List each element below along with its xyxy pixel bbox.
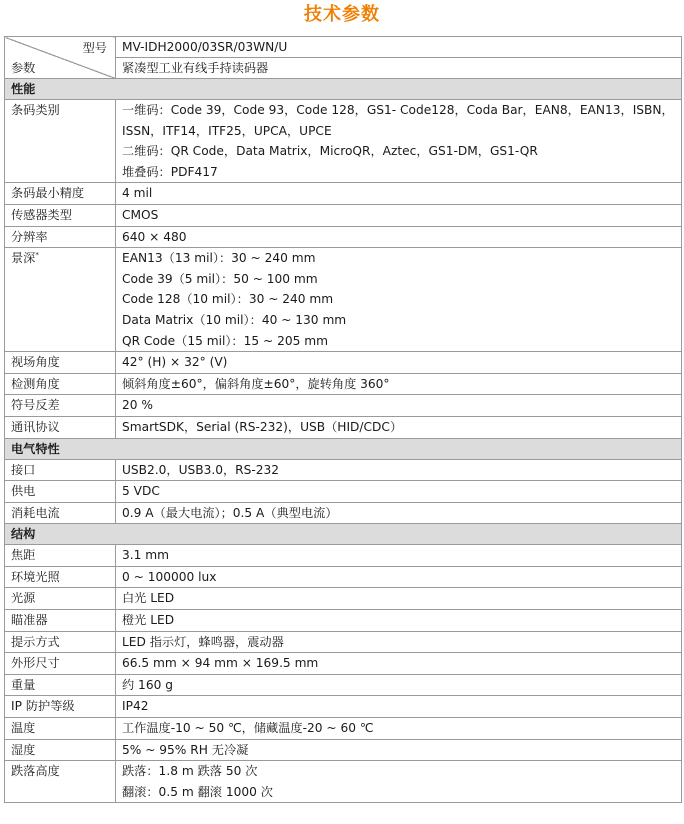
row-label: 瞄准器 xyxy=(5,610,116,632)
table-row xyxy=(5,459,682,481)
row-value: IP42 xyxy=(116,696,682,718)
row-label: 光源 xyxy=(5,588,116,610)
table-row xyxy=(5,566,682,588)
row-value: 5% ~ 95% RH 无冷凝 xyxy=(116,739,682,761)
table-row xyxy=(5,696,682,718)
row-value: 0.9 A（最大电流）；0.5 A（典型电流） xyxy=(116,502,682,524)
row-value: 3.1 mm xyxy=(116,545,682,567)
row-label: 条码最小精度 xyxy=(5,183,116,205)
row-value-line: 一维码：Code 39，Code 93，Code 128，GS1- Code128，Coda Bar，EAN8，EAN13，ISBN， xyxy=(122,103,674,117)
table-row xyxy=(5,631,682,653)
param-label: 参数 xyxy=(11,61,36,75)
row-value-line: 二维码：QR Code，Data Matrix，MicroQR，Aztec，GS1-DM，GS1-QR xyxy=(122,144,538,159)
row-value: 42° (H) × 32° (V) xyxy=(116,352,682,374)
section-structure xyxy=(5,524,682,545)
row-label: 跌落高度 xyxy=(5,761,116,803)
row-value: 工作温度-10 ~ 50 ℃，储藏温度-20 ~ 60 ℃ xyxy=(116,718,682,740)
row-label: 温度 xyxy=(5,718,116,740)
section-title: 结构 xyxy=(5,524,682,545)
table-row xyxy=(5,352,682,374)
table-row xyxy=(5,204,682,226)
row-value: LED 指示灯，蜂鸣器，震动器 xyxy=(116,631,682,653)
row-label: 条码类别 xyxy=(5,100,116,183)
header-value-cell xyxy=(116,37,682,79)
row-label: 接口 xyxy=(5,459,116,481)
row-label: 消耗电流 xyxy=(5,502,116,524)
footnote-mark: * xyxy=(35,251,39,260)
row-label xyxy=(5,248,116,352)
table-row xyxy=(5,545,682,567)
row-value xyxy=(116,100,682,183)
row-label: 视场角度 xyxy=(5,352,116,374)
row-value-line: EAN13（13 mil）：30 ~ 240 mm xyxy=(122,251,316,266)
row-value-line: ISSN，ITF14，ITF25，UPCA，UPCE xyxy=(122,123,332,138)
row-label: 湿度 xyxy=(5,739,116,761)
row-value: 5 VDC xyxy=(116,481,682,503)
header-diagonal-cell xyxy=(5,37,116,79)
row-value: 倾斜角度±60°，偏斜角度±60°，旋转角度 360° xyxy=(116,373,682,395)
row-label: 传感器类型 xyxy=(5,204,116,226)
model-description: 紧凑型工业有线手持读码器 xyxy=(122,61,269,75)
row-value: CMOS xyxy=(116,204,682,226)
row-value: SmartSDK，Serial (RS-232)，USB（HID/CDC） xyxy=(116,416,682,438)
section-title: 性能 xyxy=(5,79,682,100)
row-label: 分辨率 xyxy=(5,226,116,248)
row-label: 重量 xyxy=(5,674,116,696)
row-value: 约 160 g xyxy=(116,674,682,696)
row-label: 通讯协议 xyxy=(5,416,116,438)
row-value: 0 ~ 100000 lux xyxy=(116,566,682,588)
row-label: 提示方式 xyxy=(5,631,116,653)
table-row xyxy=(5,416,682,438)
table-row xyxy=(5,226,682,248)
page-title: 技术参数 xyxy=(304,4,380,25)
section-performance xyxy=(5,79,682,100)
row-value-line: Code 128（10 mil）：30 ~ 240 mm xyxy=(122,292,334,307)
row-value: USB2.0，USB3.0，RS-232 xyxy=(116,459,682,481)
row-value: 橙光 LED xyxy=(116,610,682,632)
row-value: 640 × 480 xyxy=(116,226,682,248)
table-row xyxy=(5,761,682,803)
table-header-row xyxy=(5,37,682,79)
table-row xyxy=(5,588,682,610)
row-value xyxy=(116,761,682,803)
row-label: 环境光照 xyxy=(5,566,116,588)
model-value: MV-IDH2000/03SR/03WN/U xyxy=(116,37,681,58)
section-title: 电气特性 xyxy=(5,438,682,459)
table-row xyxy=(5,718,682,740)
table-row xyxy=(5,395,682,417)
row-label: 外形尺寸 xyxy=(5,653,116,675)
row-value: 白光 LED xyxy=(116,588,682,610)
table-row xyxy=(5,183,682,205)
row-value: 4 mil xyxy=(116,183,682,205)
table-row xyxy=(5,248,682,352)
spec-table xyxy=(4,36,682,803)
table-row xyxy=(5,674,682,696)
row-value-line: 堆叠码：PDF417 xyxy=(122,164,218,179)
table-row xyxy=(5,481,682,503)
section-electrical xyxy=(5,438,682,459)
row-label: 焦距 xyxy=(5,545,116,567)
table-row xyxy=(5,502,682,524)
table-row xyxy=(5,100,682,183)
row-value-line: QR Code（15 mil）：15 ~ 205 mm xyxy=(122,333,328,348)
table-row xyxy=(5,373,682,395)
table-row xyxy=(5,653,682,675)
row-value-line: Code 39（5 mil）：50 ~ 100 mm xyxy=(122,271,318,286)
row-value-line: 翻滚：0.5 m 翻滚 1000 次 xyxy=(122,784,273,799)
dof-label: 景深 xyxy=(11,251,36,266)
row-label: 检测角度 xyxy=(5,373,116,395)
row-value: 20 % xyxy=(116,395,682,417)
row-label: IP 防护等级 xyxy=(5,696,116,718)
model-label: 型号 xyxy=(82,41,107,55)
row-label: 符号反差 xyxy=(5,395,116,417)
row-value: 66.5 mm × 94 mm × 169.5 mm xyxy=(116,653,682,675)
table-row xyxy=(5,610,682,632)
table-row xyxy=(5,739,682,761)
row-label: 供电 xyxy=(5,481,116,503)
row-value-line: Data Matrix（10 mil）：40 ~ 130 mm xyxy=(122,312,347,327)
row-value xyxy=(116,248,682,352)
row-value-line: 跌落：1.8 m 跌落 50 次 xyxy=(122,764,258,779)
